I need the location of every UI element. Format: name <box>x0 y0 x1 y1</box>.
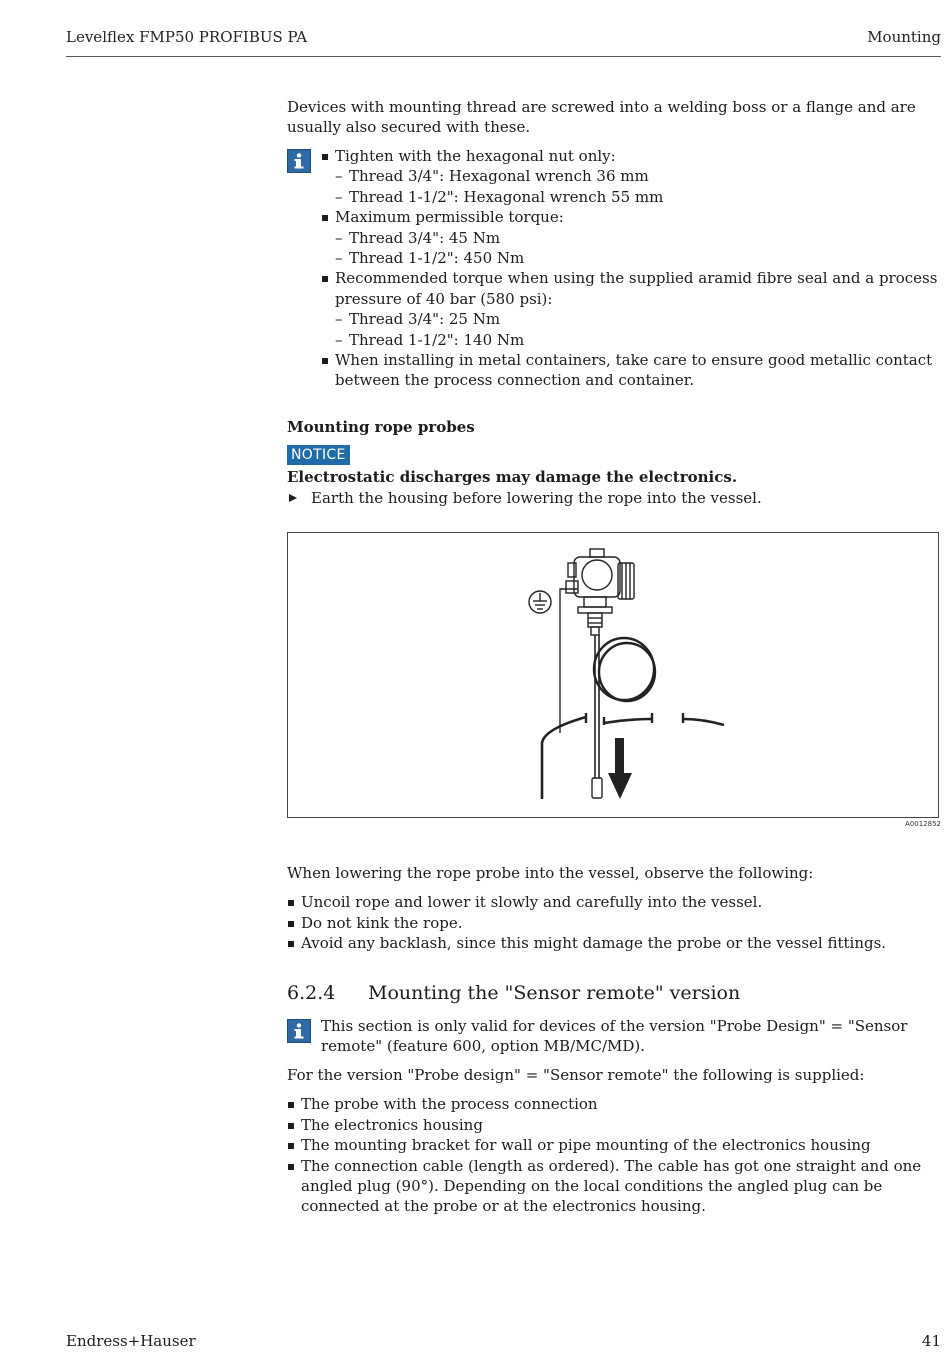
section-title-text: Mounting the "Sensor remote" version <box>368 982 741 1004</box>
tip-item <box>321 146 939 207</box>
tip-text: Tighten with the hexagonal nut only: <box>335 147 616 165</box>
supplied-item: The electronics housing <box>287 1115 939 1135</box>
supplied-item: The probe with the process connection <box>287 1094 939 1114</box>
lowering-item: Uncoil rope and lower it slowly and carefully into the vessel. <box>287 892 939 912</box>
action-arrow-icon <box>289 494 297 502</box>
tip-item <box>321 207 939 268</box>
rope-probes-section <box>287 417 939 508</box>
tip-subitem: – Thread 1-1/2": 450 Nm <box>335 248 939 268</box>
notice-title: Electrostatic discharges may damage the electronics. <box>287 468 738 487</box>
section-title: Mounting <box>867 28 941 46</box>
sensor-remote-info-block <box>287 1016 939 1057</box>
tips-list <box>321 146 939 391</box>
intro-text: Devices with mounting thread are screwed into a welding boss or a flange and are usually also secured with these. <box>287 98 916 137</box>
down-arrow-icon <box>608 738 632 799</box>
tip-text: When installing in metal containers, take care to ensure good metallic contact between the process connection and container. <box>335 351 933 390</box>
rope-probe-figure <box>287 532 939 818</box>
page-number: 41 <box>921 1332 941 1350</box>
tips-info-block <box>287 146 939 391</box>
rope-probe-illustration <box>288 533 938 817</box>
lowering-list <box>287 892 939 953</box>
lowering-intro: When lowering the rope probe into the vessel, observe the following: <box>287 864 814 882</box>
supplied-item: The connection cable (length as ordered). The cable has got one straight and one angled plug (90°). Depending on the local conditions the angled plug can be connected at the probe or at the electronics housing. <box>287 1156 939 1217</box>
supplied-section <box>287 1065 939 1217</box>
lowering-section <box>287 863 939 954</box>
figure-id: A0012852 <box>905 820 941 828</box>
notice-action <box>287 488 939 508</box>
intro-paragraph <box>287 97 939 138</box>
info-icon <box>287 149 311 173</box>
sensor-remote-info-text: This section is only valid for devices of the version "Probe Design" = "Sensor remote" (feature 600, option MB/MC/MD). <box>321 1017 908 1056</box>
header-rule <box>66 56 941 57</box>
rope-probes-heading: Mounting rope probes <box>287 418 475 436</box>
tip-subitem: – Thread 3/4": 25 Nm <box>335 309 939 329</box>
tip-subitem: – Thread 3/4": 45 Nm <box>335 228 939 248</box>
supplied-list <box>287 1094 939 1216</box>
lowering-item: Do not kink the rope. <box>287 913 939 933</box>
tip-item <box>321 268 939 350</box>
tip-item <box>321 350 939 391</box>
notice-badge: NOTICE <box>287 445 350 465</box>
tip-text: Recommended torque when using the supplied aramid fibre seal and a process pressure of 40 bar (580 psi): <box>335 269 938 308</box>
lowering-item: Avoid any backlash, since this might damage the probe or the vessel fittings. <box>287 933 939 953</box>
section-heading <box>287 983 939 1003</box>
tip-subitem: – Thread 1-1/2": Hexagonal wrench 55 mm <box>335 187 939 207</box>
tip-subitem: – Thread 3/4": Hexagonal wrench 36 mm <box>335 166 939 186</box>
footer-brand: Endress+Hauser <box>66 1332 196 1350</box>
document-title: Levelflex FMP50 PROFIBUS PA <box>66 28 308 46</box>
supplied-item: The mounting bracket for wall or pipe mounting of the electronics housing <box>287 1135 939 1155</box>
tip-text: Maximum permissible torque: <box>335 208 564 227</box>
info-icon <box>287 1019 311 1043</box>
section-number: 6.2.4 <box>287 982 336 1004</box>
supplied-intro: For the version "Probe design" = "Sensor remote" the following is supplied: <box>287 1066 865 1084</box>
notice-action-text: Earth the housing before lowering the rope into the vessel. <box>311 488 762 507</box>
tip-subitem: – Thread 1-1/2": 140 Nm <box>335 330 939 350</box>
